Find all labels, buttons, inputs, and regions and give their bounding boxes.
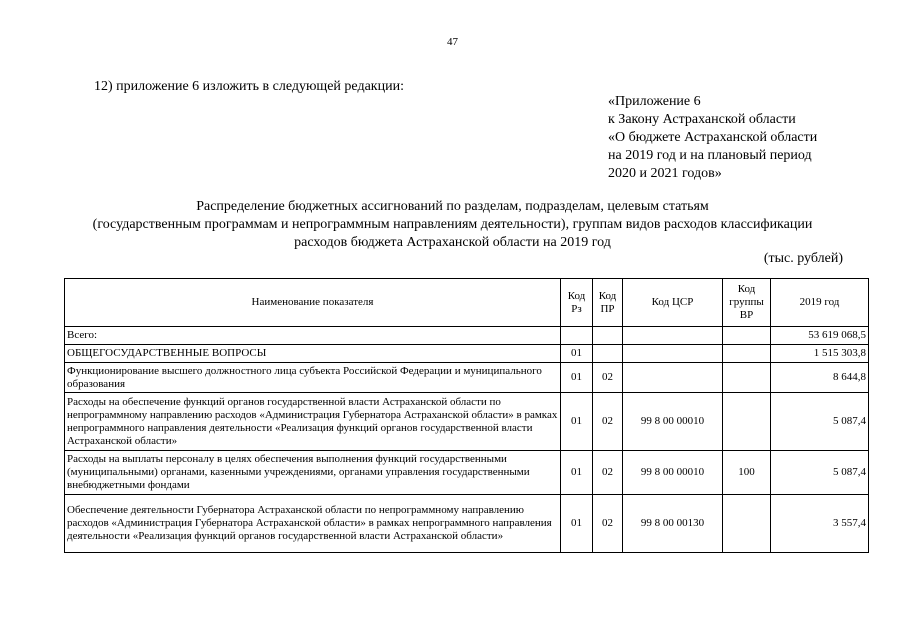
header-name: Наименование показателя [65,279,561,327]
row-rz [561,327,593,345]
row-name: Расходы на выплаты персоналу в целях обеспечения выполнения функций государственными (муниципальными) органами, казенными учреждениями, органами управления государственными внебюджетными фондами [65,451,561,495]
appendix-line: «Приложение 6 [608,94,701,109]
header-pr: Код ПР [593,279,623,327]
page-number: 47 [447,36,458,48]
heading-line: Распределение бюджетных ассигнований по разделам, подразделам, целевым статьям [196,199,709,214]
row-value: 3 557,4 [771,495,869,553]
row-value: 5 087,4 [771,393,869,451]
header-csr: Код ЦСР [623,279,723,327]
row-vr [723,363,771,393]
row-pr: 02 [593,451,623,495]
row-vr [723,393,771,451]
row-vr [723,345,771,363]
appendix-line: на 2019 год и на плановый период [608,148,812,163]
header-year: 2019 год [771,279,869,327]
row-value: 5 087,4 [771,451,869,495]
row-rz: 01 [561,363,593,393]
table-row [65,393,869,451]
heading-line: расходов бюджета Астраханской области на 2019 год [294,235,611,250]
row-pr [593,327,623,345]
row-rz: 01 [561,451,593,495]
header-rz: Код Рз [561,279,593,327]
heading-line: (государственным программам и непрограммным направлениям деятельности), группам видов расходов классификации [92,217,813,232]
row-pr [593,345,623,363]
row-value: 8 644,8 [771,363,869,393]
row-pr: 02 [593,363,623,393]
row-name: Обеспечение деятельности Губернатора Астраханской области по непрограммному направлению расходов «Администрация Губернатора Астраханской области» в рамках непрограммного направления деятельности «Реализация функций органов государственной власти Астраханской области» [65,495,561,553]
header-vr: Код группы ВР [723,279,771,327]
row-vr: 100 [723,451,771,495]
row-pr: 02 [593,393,623,451]
row-name: Функционирование высшего должностного лица субъекта Российской Федерации и муниципального образования [65,363,561,393]
table-header-row [65,279,869,327]
appendix-line: «О бюджете Астраханской области [608,130,818,145]
row-name: Расходы на обеспечение функций органов государственной власти Астраханской области по непрограммному направлению расходов «Администрация Губернатора Астраханской области» в рамках непрограммного направления деятельности «Реализация функций органов государственной власти Астраханской области» [65,393,561,451]
row-rz: 01 [561,345,593,363]
budget-table [64,278,869,553]
row-vr [723,327,771,345]
row-name: Всего: [65,327,561,345]
row-csr [623,345,723,363]
appendix-line: к Закону Астраханской области [608,112,796,127]
row-pr: 02 [593,495,623,553]
table-row [65,451,869,495]
intro-text: 12) приложение 6 изложить в следующей редакции: [94,79,404,94]
row-rz: 01 [561,495,593,553]
table-row [65,345,869,363]
table-row [65,495,869,553]
row-csr: 99 8 00 00130 [623,495,723,553]
row-csr: 99 8 00 00010 [623,451,723,495]
table-row [65,363,869,393]
row-csr [623,327,723,345]
row-csr [623,363,723,393]
row-rz: 01 [561,393,593,451]
units-label: (тыс. рублей) [763,251,843,266]
document-heading [0,198,905,252]
row-value: 1 515 303,8 [771,345,869,363]
row-value: 53 619 068,5 [771,327,869,345]
table-row [65,327,869,345]
row-vr [723,495,771,553]
appendix-reference [608,93,817,183]
row-csr: 99 8 00 00010 [623,393,723,451]
row-name: ОБЩЕГОСУДАРСТВЕННЫЕ ВОПРОСЫ [65,345,561,363]
appendix-line: 2020 и 2021 годов» [608,166,722,181]
